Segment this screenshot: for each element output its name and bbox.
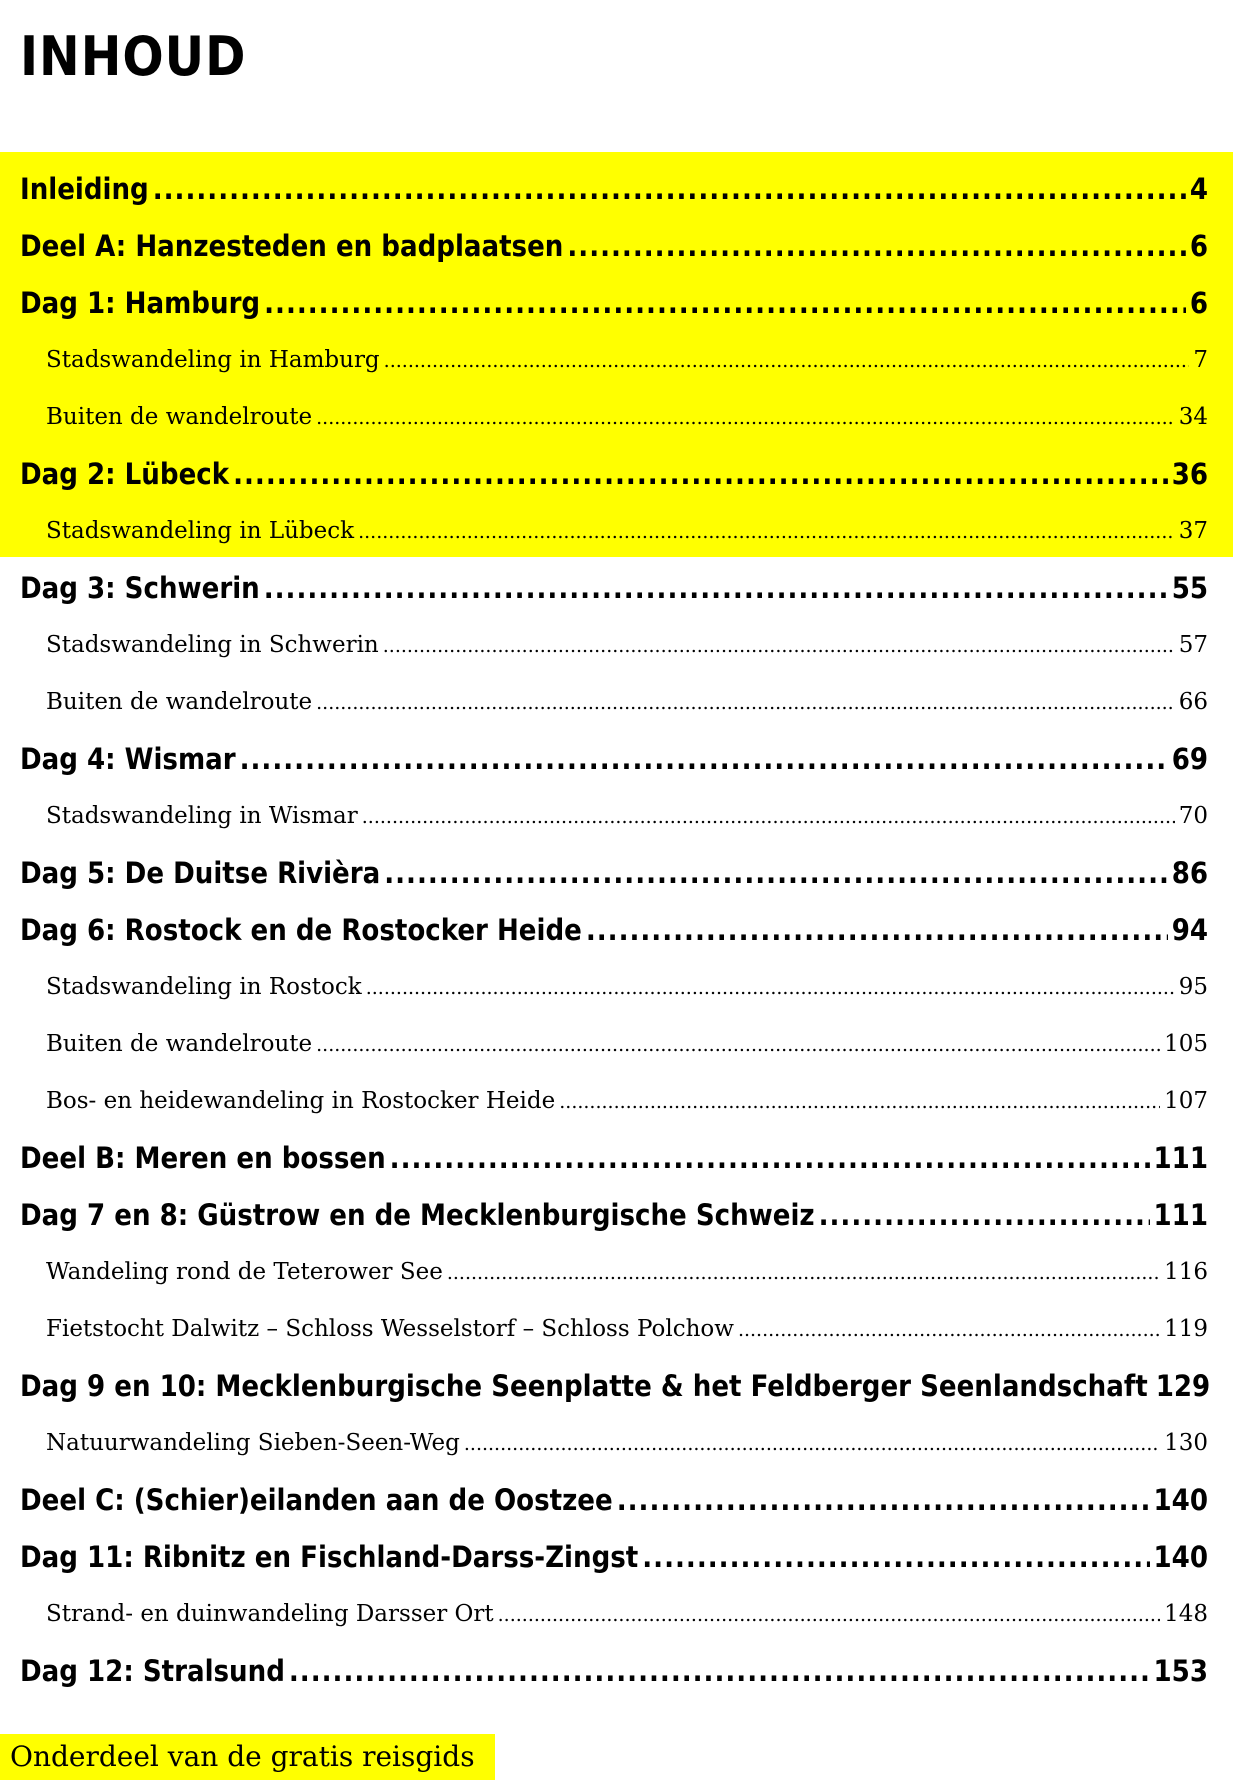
toc-entry-title: Buiten de wandelroute [46, 1031, 313, 1057]
toc-section-entry[interactable] [0, 1073, 1233, 1130]
toc-section-entry[interactable] [0, 1016, 1233, 1073]
toc-entry-title: Deel A: Hanzesteden en badplaatsen [20, 229, 564, 263]
toc-page-number: 153 [1153, 1654, 1208, 1688]
toc-chapter-entry[interactable] [0, 1472, 1233, 1529]
toc-entry-title: Buiten de wandelroute [46, 689, 313, 715]
toc-page-number: 69 [1171, 742, 1208, 776]
toc-dot-leader [233, 446, 1168, 503]
toc-page-number: 94 [1171, 913, 1208, 947]
toc-entry-title: Deel C: (Schier)eilanden aan de Oostzee [20, 1483, 613, 1517]
toc-dot-leader [358, 504, 1175, 561]
toc-dot-leader [617, 1472, 1150, 1529]
toc-page-number: 7 [1193, 347, 1208, 373]
toc-entry-title: Stadswandeling in Rostock [46, 974, 362, 1000]
toc-dot-leader [383, 618, 1175, 675]
toc-dot-leader [384, 845, 1167, 902]
toc-page-number: 55 [1171, 571, 1208, 605]
toc-section-entry[interactable] [0, 503, 1233, 560]
toc-chapter-entry[interactable] [0, 902, 1233, 959]
toc-section-entry[interactable] [0, 1244, 1233, 1301]
toc-dot-leader [316, 390, 1175, 447]
toc-entry-title: Stadswandeling in Wismar [46, 803, 358, 829]
toc-dot-leader [819, 1187, 1150, 1244]
toc-page-number: 105 [1164, 1031, 1208, 1057]
toc-page-number: 6 [1189, 286, 1208, 320]
toc-entry-title: Stadswandeling in Hamburg [46, 347, 380, 373]
toc-section-entry[interactable] [0, 1586, 1233, 1643]
toc-section-entry[interactable] [0, 332, 1233, 389]
toc-page-number: 116 [1164, 1259, 1208, 1285]
toc-entry-title: Dag 2: Lübeck [20, 457, 230, 491]
page-title: INHOUD [20, 25, 247, 88]
toc-entry-title: Dag 4: Wismar [20, 742, 236, 776]
toc-section-entry[interactable] [0, 788, 1233, 845]
toc-entry-title: Inleiding [20, 172, 149, 206]
toc-entry-title: Dag 1: Hamburg [20, 286, 261, 320]
toc-page-number: 4 [1189, 172, 1208, 206]
toc-entry-title: Natuurwandeling Sieben-Seen-Weg [46, 1430, 460, 1456]
toc-dot-leader [586, 902, 1168, 959]
toc-chapter-entry[interactable] [0, 731, 1233, 788]
toc-section-entry[interactable] [0, 1415, 1233, 1472]
toc-chapter-entry[interactable] [0, 1187, 1233, 1244]
toc-page-number: 111 [1153, 1141, 1208, 1175]
toc-entry-title: Dag 6: Rostock en de Rostocker Heide [20, 913, 582, 947]
toc-page-number: 140 [1153, 1540, 1208, 1574]
toc-entry-title: Dag 9 en 10: Mecklenburgische Seenplatte & het Feldberger Seenlandschaft [20, 1369, 1148, 1403]
toc-entry-title: Deel B: Meren en bossen [20, 1141, 386, 1175]
toc-page-number: 111 [1153, 1198, 1208, 1232]
toc-dot-leader [362, 789, 1175, 846]
toc-page-number: 140 [1153, 1483, 1208, 1517]
toc-chapter-entry[interactable] [0, 1130, 1233, 1187]
toc-entry-title: Strand- en duinwandeling Darsser Ort [46, 1601, 494, 1627]
toc-dot-leader [384, 333, 1190, 390]
toc-section-entry[interactable] [0, 959, 1233, 1016]
toc-page-number: 6 [1189, 229, 1208, 263]
toc-dot-leader [498, 1587, 1160, 1644]
toc-entry-title: Dag 3: Schwerin [20, 571, 260, 605]
toc-chapter-entry[interactable] [0, 218, 1233, 275]
toc-page-number: 130 [1164, 1430, 1208, 1456]
toc-chapter-entry[interactable] [0, 845, 1233, 902]
toc-chapter-entry[interactable] [0, 1358, 1233, 1415]
toc-section-entry[interactable] [0, 1301, 1233, 1358]
toc-section-entry[interactable] [0, 674, 1233, 731]
toc-entry-title: Dag 11: Ribnitz en Fischland-Darss-Zingst [20, 1540, 639, 1574]
toc-entry-title: Bos- en heidewandeling in Rostocker Heide [46, 1088, 556, 1114]
toc-dot-leader [390, 1130, 1150, 1187]
toc-page-number: 34 [1178, 404, 1208, 430]
toc-dot-leader [567, 218, 1185, 275]
toc-page-number: 119 [1164, 1316, 1208, 1342]
footer-label: Onderdeel van de gratis reisgids [0, 1734, 495, 1780]
toc-page-number: 129 [1155, 1369, 1211, 1403]
toc-dot-leader [316, 1017, 1160, 1074]
toc-page-number: 86 [1171, 856, 1208, 890]
toc-dot-leader [264, 560, 1168, 617]
toc-dot-leader [153, 161, 1186, 218]
toc-chapter-entry[interactable] [0, 446, 1233, 503]
toc-dot-leader [642, 1529, 1149, 1586]
toc-entry-title: Stadswandeling in Schwerin [46, 632, 379, 658]
toc-page-number: 148 [1164, 1601, 1208, 1627]
toc-chapter-entry[interactable] [0, 560, 1233, 617]
toc-section-entry[interactable] [0, 617, 1233, 674]
toc-entry-title: Fietstocht Dalwitz – Schloss Wesselstorf – Schloss Polchow [46, 1316, 734, 1342]
toc-page-number: 95 [1178, 974, 1208, 1000]
toc-page-number: 36 [1171, 457, 1208, 491]
toc-chapter-entry[interactable] [0, 1529, 1233, 1586]
toc-entry-title: Wandeling rond de Teterower See [46, 1259, 443, 1285]
toc-entry-title: Dag 5: De Duitse Rivièra [20, 856, 381, 890]
toc-chapter-entry[interactable] [0, 161, 1233, 218]
toc-dot-leader [289, 1643, 1150, 1700]
toc-dot-leader [559, 1074, 1160, 1131]
toc-page-number: 107 [1164, 1088, 1208, 1114]
toc-entry-title: Buiten de wandelroute [46, 404, 313, 430]
toc-entry-title: Dag 7 en 8: Güstrow en de Mecklenburgische Schweiz [20, 1198, 815, 1232]
toc-dot-leader [366, 960, 1175, 1017]
toc-dot-leader [316, 675, 1175, 732]
toc-chapter-entry[interactable] [0, 1643, 1233, 1700]
toc-entry-title: Dag 12: Stralsund [20, 1654, 285, 1688]
toc-dot-leader [240, 731, 1168, 788]
toc-chapter-entry[interactable] [0, 275, 1233, 332]
toc-section-entry[interactable] [0, 389, 1233, 446]
toc-dot-leader [464, 1416, 1160, 1473]
toc-page-number: 66 [1178, 689, 1208, 715]
toc-dot-leader [738, 1302, 1160, 1359]
toc-page-number: 57 [1178, 632, 1208, 658]
toc-dot-leader [447, 1245, 1160, 1302]
toc-page-number: 70 [1178, 803, 1208, 829]
toc-page-number: 37 [1178, 518, 1208, 544]
toc-dot-leader [264, 275, 1186, 332]
table-of-contents [0, 161, 1233, 1700]
toc-entry-title: Stadswandeling in Lübeck [46, 518, 355, 544]
